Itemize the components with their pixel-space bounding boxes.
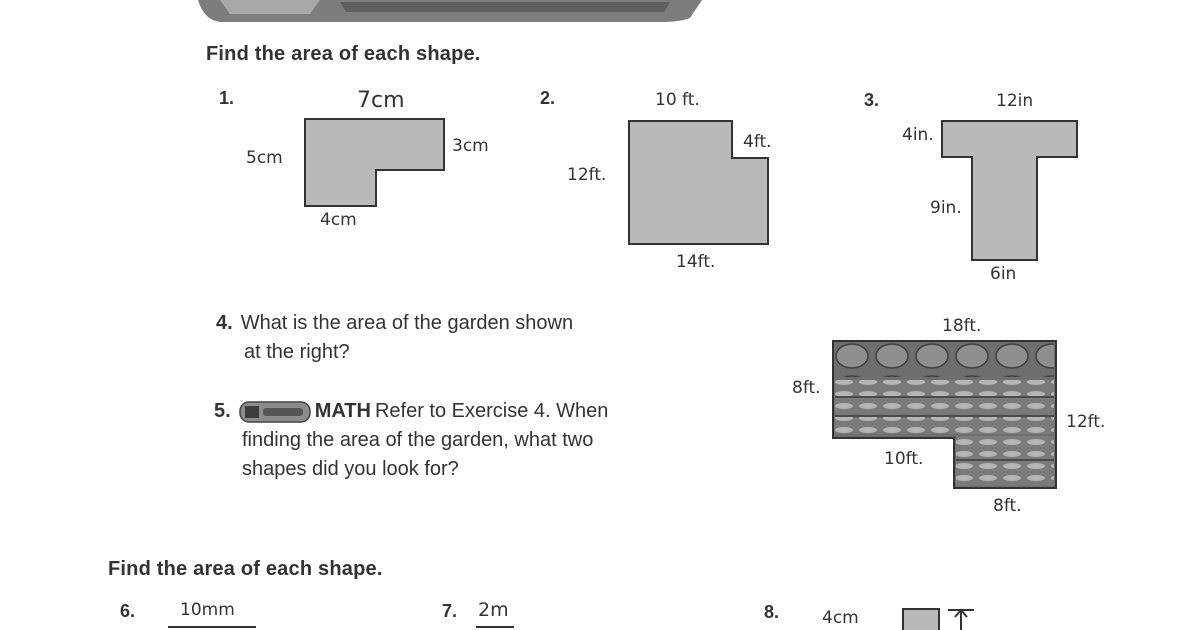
dimension-label: 6in <box>990 264 1017 284</box>
dimension-label: 8ft. <box>792 378 821 398</box>
problem-number: 1. <box>219 88 235 108</box>
dimension-label: 4ft. <box>743 132 772 152</box>
t-shape-figure <box>941 120 1079 262</box>
banner-graphic <box>190 0 710 22</box>
dimension-label: 4cm <box>822 608 859 628</box>
section-heading: Find the area of each shape. <box>108 558 383 580</box>
question-number: 4. <box>216 312 233 334</box>
dimension-label: 5cm <box>246 148 283 168</box>
figure-edge <box>168 626 256 628</box>
problem-number: 7. <box>442 601 458 621</box>
dimension-label: 12ft. <box>1066 412 1106 432</box>
figure-edge <box>476 626 514 628</box>
dimension-label: 10 ft. <box>655 90 700 110</box>
dimension-label: 14ft. <box>676 252 716 272</box>
dimension-label: 9in. <box>930 198 962 218</box>
dimension-label: 12in <box>996 91 1034 111</box>
dimension-label: 4cm <box>320 210 357 230</box>
talk-math-logo <box>239 400 311 424</box>
dimension-label: 8ft. <box>993 496 1022 516</box>
question-text: at the right? <box>244 341 350 363</box>
problem-number: 6. <box>120 601 136 621</box>
question-text: finding the area of the garden, what two <box>242 429 594 451</box>
question-4 <box>216 309 776 367</box>
section-heading: Find the area of each shape. <box>206 43 481 65</box>
dimension-label: 10mm <box>180 600 235 620</box>
math-tag: MATH <box>314 400 371 422</box>
dimension-label: 7cm <box>357 88 405 113</box>
dimension-label: 12ft. <box>567 165 607 185</box>
question-5 <box>214 397 794 484</box>
question-number: 5. <box>214 400 231 422</box>
notched-rectangle-figure <box>628 120 770 246</box>
dimension-label: 4in. <box>902 125 934 145</box>
dimension-label: 10ft. <box>884 449 924 469</box>
question-text: What is the area of the garden shown <box>240 312 574 334</box>
garden-figure <box>832 340 1060 492</box>
problem-number: 3. <box>864 90 880 110</box>
dimension-label: 3cm <box>452 136 489 156</box>
dimension-label: 2m <box>478 599 509 621</box>
chapter-banner <box>190 0 710 22</box>
dimension-label: 18ft. <box>942 316 982 336</box>
small-square-figure <box>900 606 980 630</box>
l-shape-figure <box>304 118 446 208</box>
question-text: Refer to Exercise 4. When <box>374 400 609 422</box>
question-text: shapes did you look for? <box>242 458 459 480</box>
problem-number: 8. <box>764 602 780 622</box>
problem-number: 2. <box>540 88 556 108</box>
